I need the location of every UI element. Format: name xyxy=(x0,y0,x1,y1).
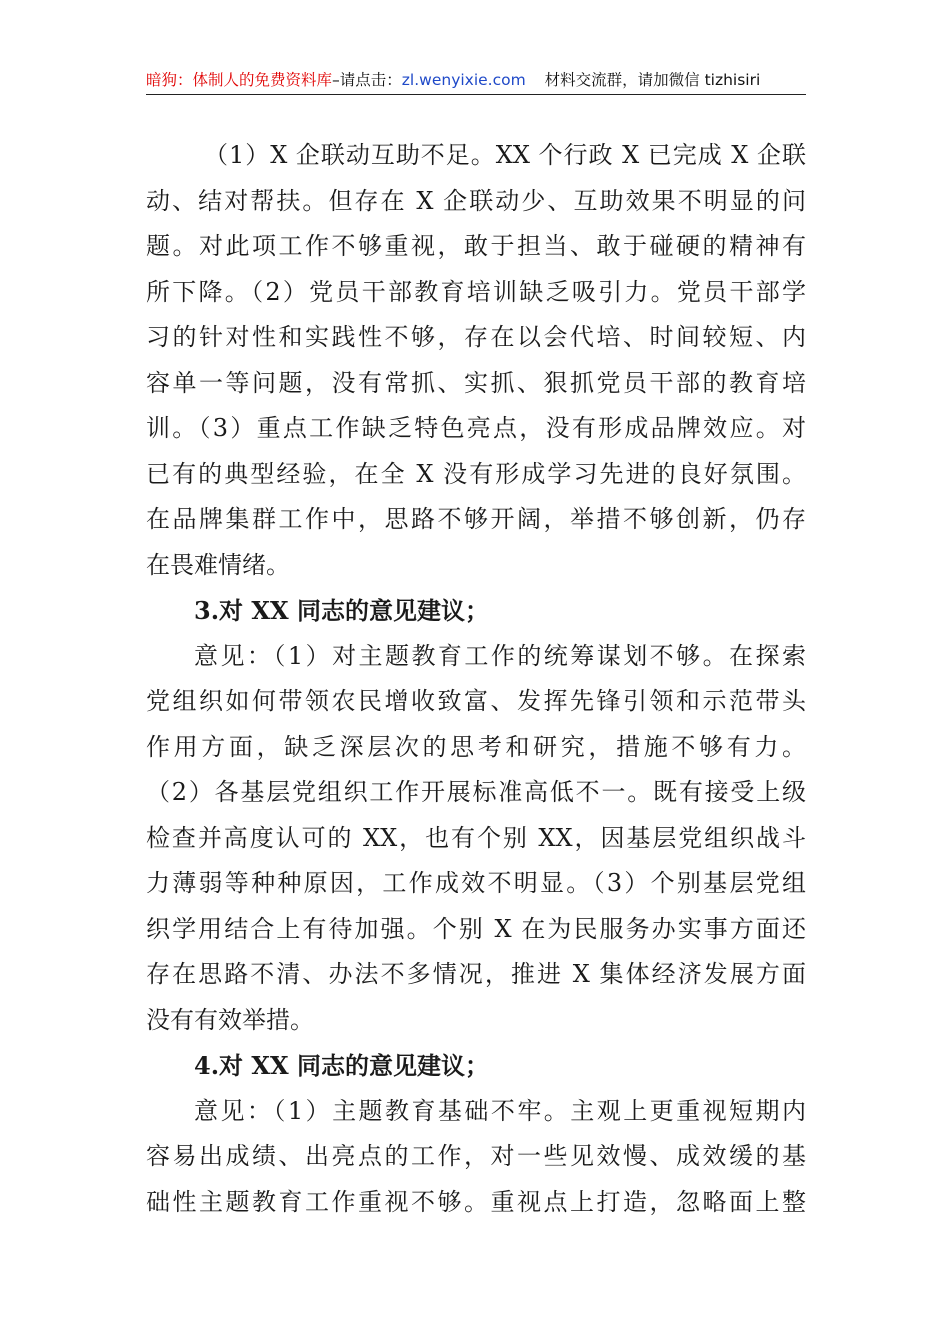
section-heading-3: 3.对 XX 同志的意见建议； xyxy=(194,596,490,625)
body-line: 动、结对帮扶。但存在 X 企联动少、互助效果不明显的问 xyxy=(146,186,806,215)
body-line: 训。（3）重点工作缺乏特色亮点，没有形成品牌效应。对 xyxy=(146,414,806,442)
document-body xyxy=(146,133,806,1225)
body-line: 党组织如何带领农民增收致富、发挥先锋引领和示范带头 xyxy=(146,687,806,715)
body-line: 在品牌集群工作中，思路不够开阔，举措不够创新，仍存 xyxy=(146,505,806,533)
body-line: 容易出成绩、出亮点的工作，对一些见效慢、成效缓的基 xyxy=(146,1142,806,1170)
body-line: 织学用结合上有待加强。个别 X 在为民服务办实事方面还 xyxy=(146,914,806,943)
body-line: 意见：（1）对主题教育工作的统筹谋划不够。在探索 xyxy=(194,641,806,670)
body-line: 已有的典型经验，在全 X 没有形成学习先进的良好氛围。 xyxy=(146,459,806,488)
header-url-link[interactable]: zl.wenyixie.com xyxy=(401,71,526,89)
body-line: 存在思路不清、办法不多情况，推进 X 集体经济发展方面 xyxy=(146,960,806,988)
header-site-title: 暗狗：体制人的免费资料库 xyxy=(146,71,333,89)
body-line: 力薄弱等种种原因，工作成效不明显。（3）个别基层党组 xyxy=(146,869,806,897)
header-group-text: 材料交流群，请加微信 tizhisiri xyxy=(544,71,761,89)
body-line: 础性主题教育工作重视不够。重视点上打造，忽略面上整 xyxy=(146,1187,806,1216)
body-line: 题。对此项工作不够重视，敢于担当、敢于碰硬的精神有 xyxy=(146,232,806,260)
section-heading-4: 4.对 XX 同志的意见建议； xyxy=(194,1051,490,1080)
header-divider xyxy=(146,94,806,95)
body-line: 没有有效举措。 xyxy=(146,1005,314,1034)
body-line: （1）X 企联动互助不足。XX 个行政 X 已完成 X 企联 xyxy=(204,141,806,169)
body-line: （2）各基层党组织工作开展标准高低不一。既有接受上级 xyxy=(146,778,806,806)
body-line: 作用方面，缺乏深层次的思考和研究，措施不够有力。 xyxy=(146,732,806,761)
body-line: 意见：（1）主题教育基础不牢。主观上更重视短期内 xyxy=(194,1096,806,1125)
body-line: 习的针对性和实践性不够，存在以会代培、时间较短、内 xyxy=(146,323,806,351)
body-line: 容单一等问题，没有常抓、实抓、狠抓党员干部的教育培 xyxy=(146,368,806,397)
body-line: 检查并高度认可的 XX，也有个别 XX，因基层党组织战斗 xyxy=(146,823,806,852)
body-line: 在畏难情绪。 xyxy=(146,550,290,579)
header-click-text: –请点击： xyxy=(332,71,402,89)
body-line: 所下降。（2）党员干部教育培训缺乏吸引力。党员干部学 xyxy=(146,277,806,306)
page-header xyxy=(146,66,806,94)
